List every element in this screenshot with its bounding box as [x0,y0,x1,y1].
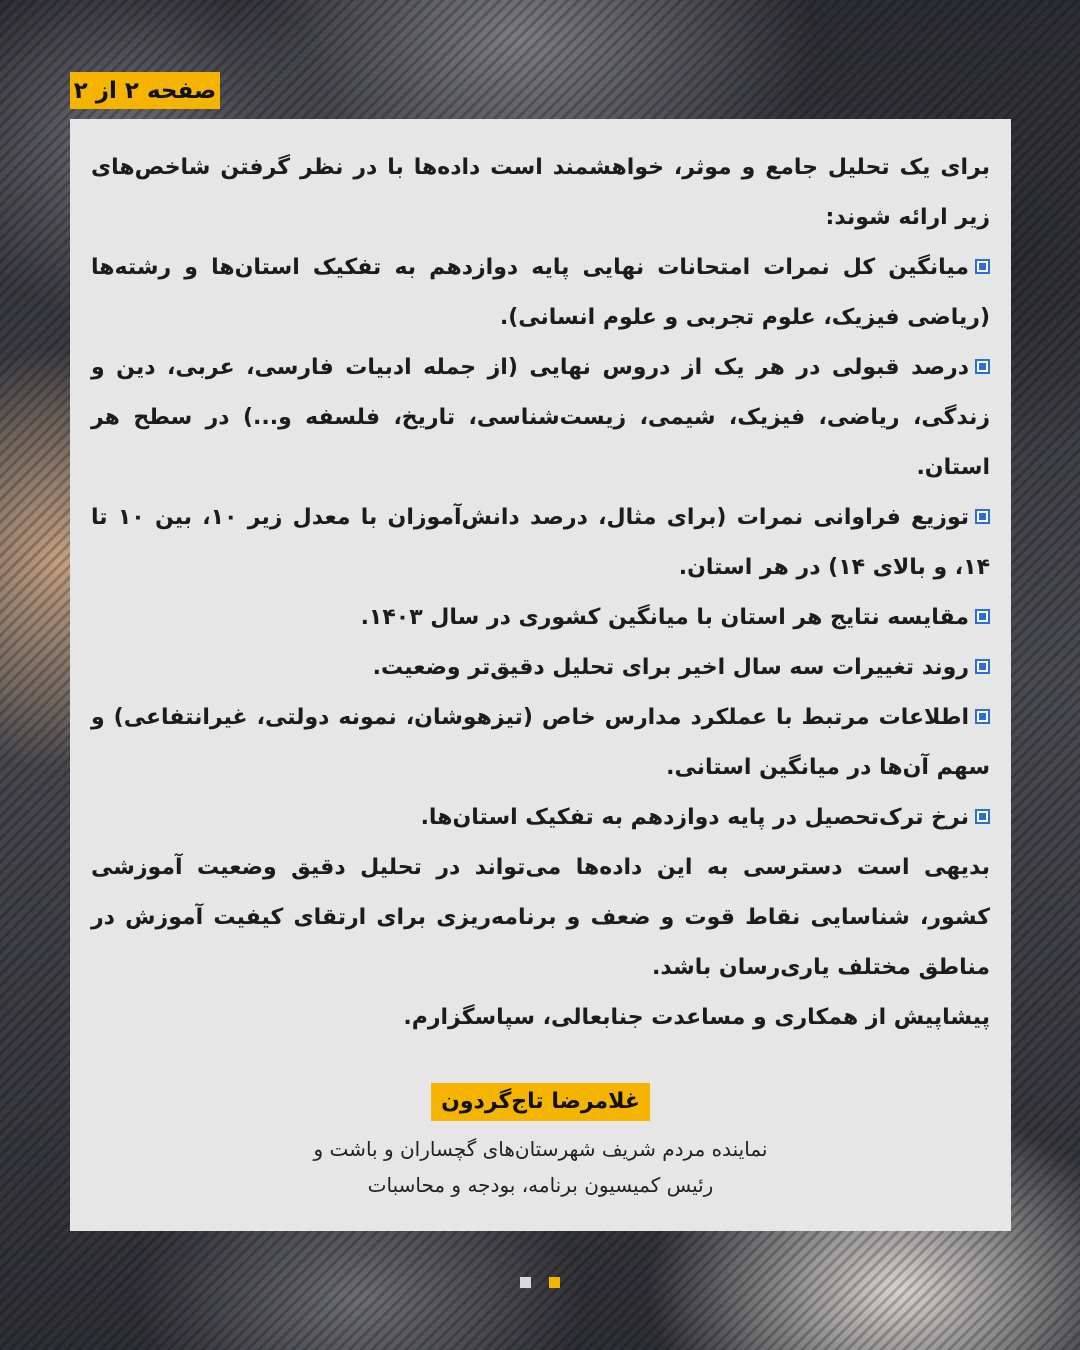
square-bullet-icon [975,509,990,524]
list-item-text: درصد قبولی در هر یک از دروس نهایی (از جمله ادبیات فارسی، عربی، دین و زندگی، ریاضی، فیزیک، شیمی، زیست‌شناسی، تاریخ، فلسفه و...) در سطح هر استان. [91,355,990,480]
signer-title-line: رئیس کمیسیون برنامه، بودجه و محاسبات [367,1173,714,1197]
page-dot-1[interactable] [520,1277,531,1288]
list-item-text: میانگین کل نمرات امتحانات نهایی پایه دوازدهم به تفکیک استان‌ها و رشته‌ها (ریاضی فیزیک، علوم تجربی و علوم انسانی). [91,255,990,330]
list-item-text: نرخ ترک‌تحصیل در پایه دوازدهم به تفکیک استان‌ها. [420,805,969,830]
list-item-text: مقایسه نتایج هر استان با میانگین کشوری در سال ۱۴۰۳. [360,605,969,630]
list-item [91,343,990,493]
square-bullet-icon [975,709,990,724]
list-item [91,593,990,643]
square-bullet-icon [975,809,990,824]
signer-title [91,1131,990,1203]
pagination-dots [520,1277,560,1288]
list-item-text: توزیع فراوانی نمرات (برای مثال، درصد دانش‌آموزان با معدل زیر ۱۰، بین ۱۰ تا ۱۴، و بالای ۱۴) در هر استان. [91,505,990,580]
intro-paragraph: برای یک تحلیل جامع و موثر، خواهشمند است داده‌ها با در نظر گرفتن شاخص‌های زیر ارائه شوند: [91,155,990,230]
list-item [91,243,990,343]
list-item [91,793,990,843]
closing-paragraph: بدیهی است دسترسی به این داده‌ها می‌تواند در تحلیل دقیق وضعیت آموزشی کشور، شناسایی نقاط قوت و ضعف و برنامه‌ریزی برای ارتقای کیفیت آموزش در مناطق مختلف یاری‌رسان باشد. [91,855,990,980]
signer-title-line: نماینده مردم شریف شهرستان‌های گچساران و باشت و [313,1137,768,1161]
thanks-line: پیشاپیش از همکاری و مساعدت جنابعالی، سپاسگزارم. [403,1005,990,1030]
page-dot-2-active[interactable] [549,1277,560,1288]
square-bullet-icon [975,359,990,374]
signer-name: غلامرضا تاج‌گردون [431,1083,650,1121]
square-bullet-icon [975,259,990,274]
list-item [91,493,990,593]
list-item-text: روند تغییرات سه سال اخیر برای تحلیل دقیق‌تر وضعیت. [372,655,969,680]
page-indicator-badge: صفحه ۲ از ۲ [70,72,220,109]
list-item [91,643,990,693]
indicator-list [91,243,990,843]
square-bullet-icon [975,659,990,674]
letter-body [91,143,990,1043]
signature-block [91,1083,990,1203]
square-bullet-icon [975,609,990,624]
list-item [91,693,990,793]
list-item-text: اطلاعات مرتبط با عملکرد مدارس خاص (تیزهوشان، نمونه دولتی، غیرانتفاعی) و سهم آن‌ها در میانگین استانی. [91,705,990,780]
letter-card [70,119,1011,1231]
